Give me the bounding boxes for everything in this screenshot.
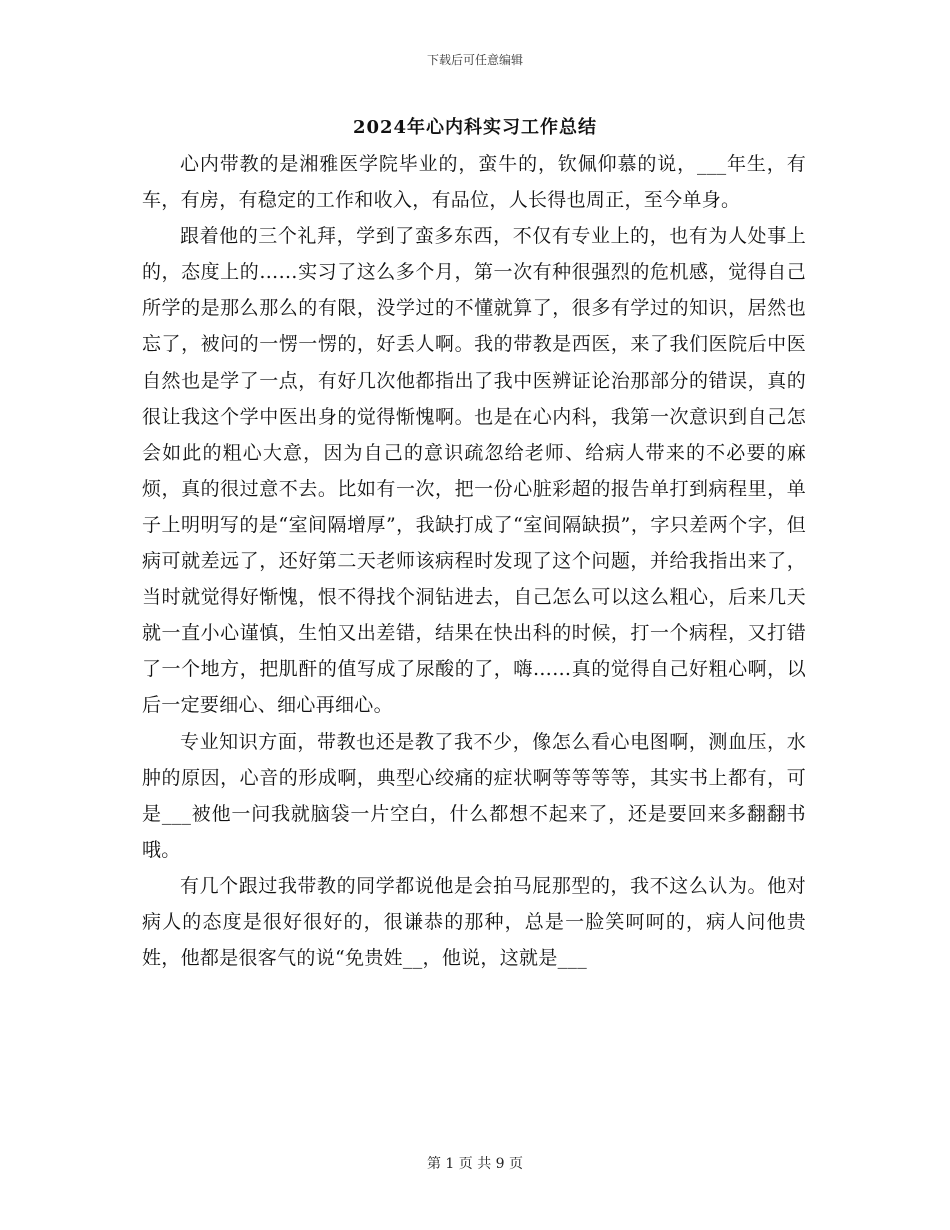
- header-note: 下载后可任意编辑: [426, 53, 523, 67]
- paragraph-2: 跟着他的三个礼拜，学到了蛮多东西，不仅有专业上的，也有为人处事上的，态度上的……实习了这么多个月，第一次有种很强烈的危机感，觉得自己所学的是那么那么的有限，没学过的不懂就算了，很多有学过的知识，居然也忘了，被问的一愣一愣的，好丢人啊。我的带教是西医，来了我们医院后中医自然也是学了一点，有好几次他都指出了我中医辨证论治那部分的错误，真的很让我这个学中医出身的觉得惭愧啊。也是在心内科，我第一次意识到自己怎会如此的粗心大意，因为自己的意识疏忽给老师、给病人带来的不必要的麻烦，真的很过意不去。比如有一次，把一份心脏彩超的报告单打到病程里，单子上明明写的是“室间隔增厚”，我缺打成了“室间隔缺损”，字只差两个字，但病可就差远了，还好第二天老师该病程时发现了这个问题，并给我指出来了，当时就觉得好惭愧，恨不得找个洞钻进去，自己怎么可以这么粗心，后来几天就一直小心谨慎，生怕又出差错，结果在快出科的时候，打一个病程，又打错了一个地方，把肌酐的值写成了尿酸的了，嗨……真的觉得自己好粗心啊，以后一定要细心、细心再细心。: [142, 225, 806, 717]
- paragraph-3: 专业知识方面，带教也还是教了我不少，像怎么看心电图啊，测血压，水肿的原因，心音的形成啊，典型心绞痛的症状啊等等等等，其实书上都有，可是___被他一问我就脑袋一片空白，什么都想不起来了，还是要回来多翻翻书哦。: [142, 730, 806, 861]
- paragraph-1: 心内带教的是湘雅医学院毕业的，蛮牛的，钦佩仰慕的说，___年生，有车，有房，有稳定的工作和收入，有品位，人长得也周正，至今单身。: [142, 153, 806, 212]
- document-body: [142, 146, 806, 976]
- document-title: 2024年心内科实习工作总结: [352, 117, 598, 138]
- page-number: 第 1 页 共 9 页: [426, 1156, 524, 1172]
- paragraph-4: 有几个跟过我带教的同学都说他是会拍马屁那型的，我不这么认为。他对病人的态度是很好很好的，很谦恭的那种，总是一脸笑呵呵的，病人问他贵姓，他都是很客气的说“免贵姓__，他说，这就是___: [142, 874, 806, 970]
